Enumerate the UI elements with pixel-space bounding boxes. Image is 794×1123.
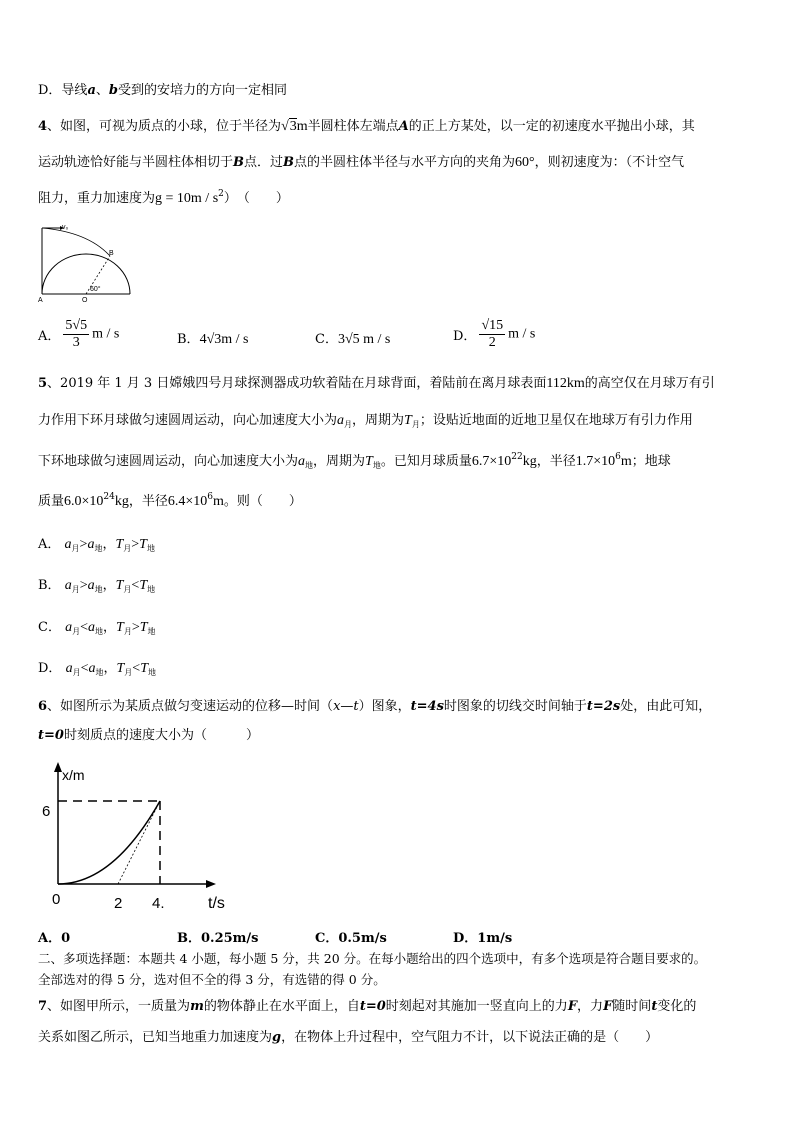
q7-line1: 7、如图甲所示，一质量为m的物体静止在水平面上，自t=0时刻起对其施加一竖直向上的力F，力F随时间t变化的 bbox=[38, 999, 697, 1014]
q6-line1: 6、如图所示为某质点做匀变速运动的位移—时间（x—t）图象，t=4s时图象的切线交时间轴于t=2s处，由此可知， bbox=[38, 699, 712, 714]
x-tick-2: 2 bbox=[114, 895, 123, 912]
q3-option-d: D．导线a、b受到的安培力的方向一定相同 bbox=[38, 83, 287, 98]
q5-line2: 力作用下环月球做匀速圆周运动，向心加速度大小为$a_月$，周期为$T_月$；设贴近地面的近地卫星仅在地球万有引力作用 bbox=[38, 413, 693, 429]
svg-text:A: A bbox=[38, 297, 43, 302]
x-axis-arrow-icon bbox=[206, 880, 216, 888]
y-axis-label: x/m bbox=[62, 767, 85, 783]
svg-text:v₀: v₀ bbox=[62, 224, 69, 231]
q4-option-d: D． $\frac{√15}{2}$ m / s bbox=[453, 318, 536, 350]
q5-option-a: A． $a_月>a_地$，$T_月>T_地$ bbox=[38, 537, 155, 553]
section2-line2: 全部选对的得 5 分，选对但不全的得 3 分，有选错的得 0 分。 bbox=[38, 972, 386, 987]
q6-option-c: C．0.5m/s bbox=[315, 931, 387, 946]
q5-option-c: C． $a_月<a_地$，$T_月>T_地$ bbox=[38, 620, 156, 636]
q4-line3: 阻力，重力加速度为$g = 10m / s^2$） （ ） bbox=[38, 189, 289, 206]
q4-option-b: B．4√3m / s bbox=[177, 332, 249, 347]
q4-line1: 4、如图，可视为质点的小球，位于半径为√3m半圆柱体左端点A的正上方某处，以一定的初速度水平抛出小球，其 bbox=[38, 119, 695, 134]
q6-option-d: D．1m/s bbox=[453, 931, 513, 946]
q5-option-b: B． $a_月>a_地$，$T_月<T_地$ bbox=[38, 578, 156, 594]
x-tick-4: 4. bbox=[152, 895, 165, 912]
y-axis-arrow-icon bbox=[54, 762, 62, 772]
q5-line3: 下环地球做匀速圆周运动，向心加速度大小为$a_地$，周期为$T_地$。已知月球质量$6.7\times 10^{22}kg$，半径$1.7\times 10^6m$；地球 bbox=[38, 452, 671, 470]
x-axis-label: t/s bbox=[208, 895, 225, 912]
svg-text:B: B bbox=[109, 250, 114, 257]
q6-option-a: A．0 bbox=[38, 931, 71, 946]
q4-option-c: C．3√5 m / s bbox=[315, 332, 391, 347]
q6-option-b: B．0.25m/s bbox=[177, 931, 259, 946]
tangent-line bbox=[118, 801, 160, 884]
q6-line2: t=0时刻质点的速度大小为（ ） bbox=[38, 728, 259, 743]
q4-line2: 运动轨迹恰好能与半圆柱体相切于B点．过B点的半圆柱体半径与水平方向的夹角为60°，则初速度为：（不计空气 bbox=[38, 155, 685, 170]
q5-line1: 5、2019 年 1 月 3 日嫦娥四号月球探测器成功软着陆在月球背面，着陆前在离月球表面112km的高空仅在月球万有引 bbox=[38, 376, 715, 391]
q7-line2: 关系如图乙所示，已知当地重力加速度为g，在物体上升过程中，空气阻力不计，以下说法正确的是（ ） bbox=[38, 1030, 659, 1045]
q5-line4: 质量$6.0\times 10^{24}kg$，半径$6.4\times 10^6m$。则（ ） bbox=[38, 492, 302, 509]
svg-text:60°: 60° bbox=[90, 286, 101, 293]
q4-semicylinder-figure bbox=[38, 222, 138, 302]
svg-text:O: O bbox=[82, 297, 88, 302]
q4-option-a: A． $\frac{5√5}{3}$ m / s bbox=[38, 318, 120, 350]
q5-option-d: D． $a_月<a_地$，$T_月<T_地$ bbox=[38, 661, 156, 677]
section2-line1: 二、多项选择题：本题共 4 小题，每小题 5 分，共 20 分。在每小题给出的四个选项中，有多个选项是符合题目要求的。 bbox=[38, 951, 707, 966]
y-tick-6: 6 bbox=[42, 803, 51, 820]
origin-label: 0 bbox=[52, 891, 61, 908]
xt-curve bbox=[58, 801, 160, 884]
q6-xt-graph bbox=[38, 758, 248, 916]
